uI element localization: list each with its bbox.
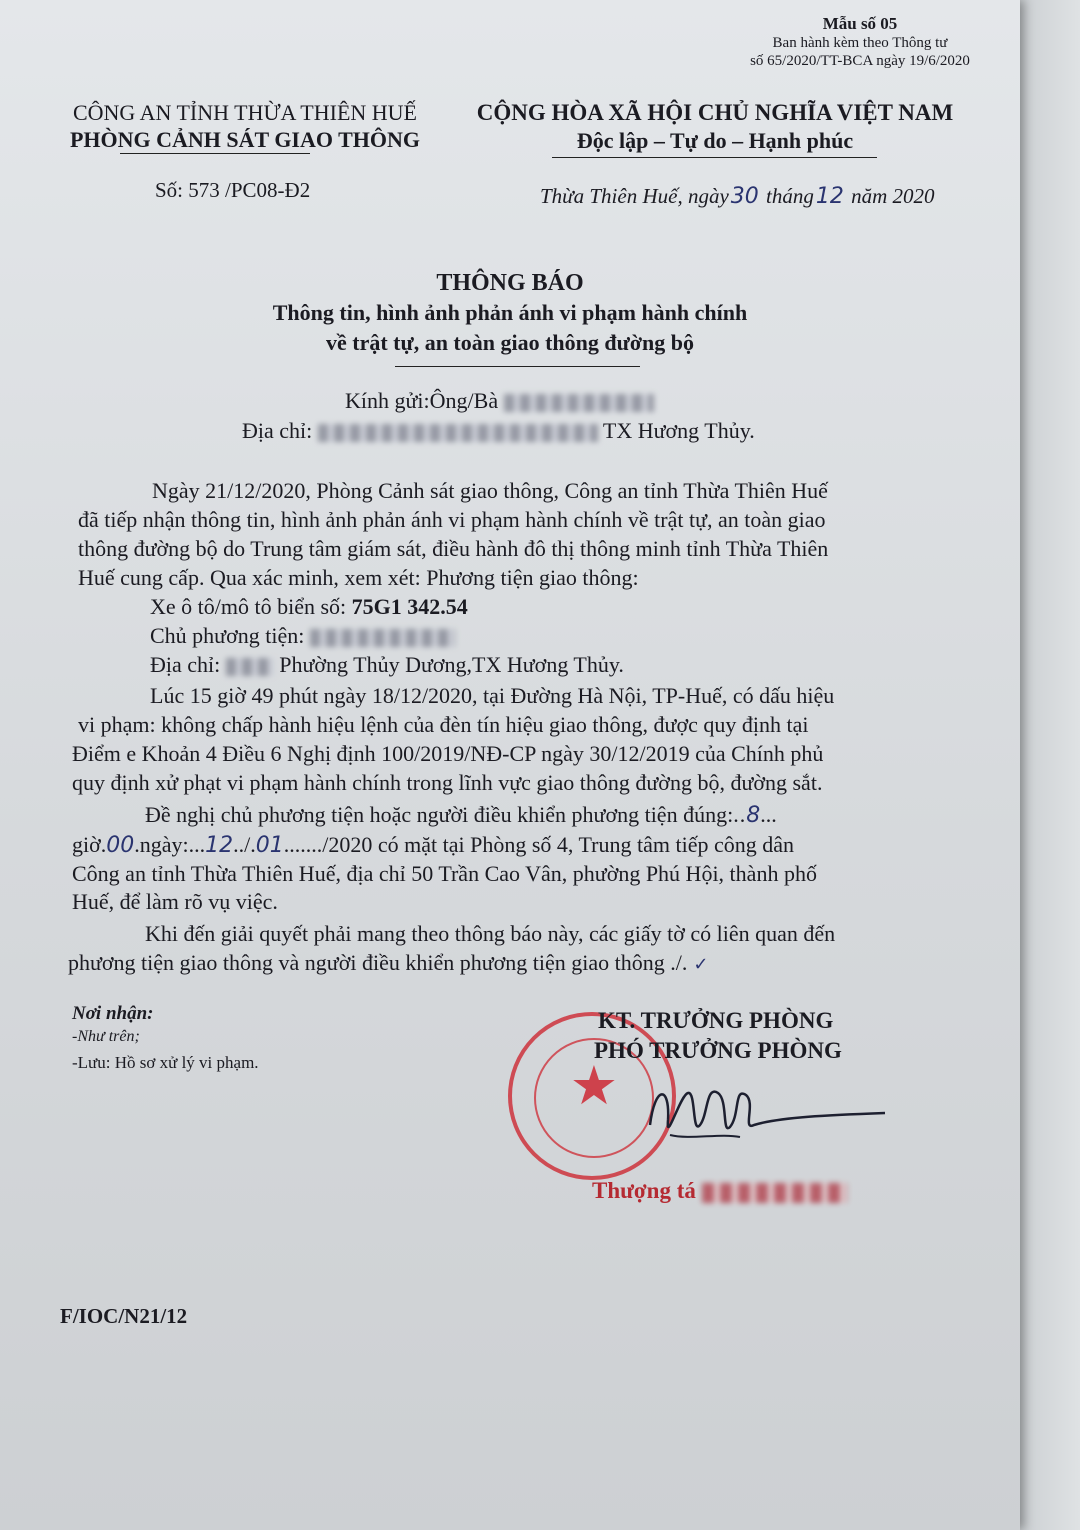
appointment-month: 01 [255, 833, 284, 858]
issuer-line1: CÔNG AN TỈNH THỪA THIÊN HUẾ [72, 100, 417, 125]
recipient-address [242, 418, 755, 444]
recipients-item-2: -Lưu: Hồ sơ xử lý vi phạm. [72, 1053, 259, 1072]
p4-line2-text: phương tiện giao thông và người điều khiển phương tiện giao thông ./. [68, 950, 688, 975]
p2-line3: Điểm e Khoản 4 Điều 6 Nghị định 100/2019/NĐ-CP ngày 30/12/2019 của Chính phủ [72, 741, 824, 766]
p4-line1: Khi đến giải quyết phải mang theo thông báo này, các giấy tờ có liên quan đến [145, 921, 836, 946]
redacted-address [318, 424, 598, 442]
initials-mark: ✓ [693, 954, 709, 975]
issuer-underline [120, 153, 310, 154]
background-edge [1010, 0, 1080, 1530]
issue-day: 30 [730, 184, 759, 209]
issue-date [540, 184, 935, 209]
p2-line1: Lúc 15 giờ 49 phút ngày 18/12/2020, tại Đường Hà Nội, TP-Huế, có dấu hiệu [150, 683, 835, 708]
redacted-signer-name [702, 1183, 847, 1203]
address-label: Địa chỉ: [242, 418, 313, 443]
p4-line2 [68, 948, 708, 979]
recipient-line [345, 388, 654, 414]
p2-line4: quy định xử phạt vi phạm hành chính trong lĩnh vực giao thông đường bộ, đường sắt. [72, 770, 823, 795]
p3-gio: giờ [72, 832, 101, 857]
seal-star-icon: ★ [569, 1056, 619, 1116]
owner-address-end: Phường Thủy Dương,TX Hương Thủy. [279, 652, 624, 677]
p3-line2-rest: /2020 có mặt tại Phòng số 4, Trung tâm tiếp công dân [322, 832, 795, 857]
appointment-day: 12 [205, 833, 234, 858]
p1-line1: Ngày 21/12/2020, Phòng Cảnh sát giao thông, Công an tỉnh Thừa Thiên Huế [152, 478, 828, 503]
license-plate: 75G1 342.54 [351, 594, 468, 619]
p1-line3: thông đường bộ do Trung tâm giám sát, điều hành đô thị thông minh tỉnh Thừa Thiên [78, 536, 829, 561]
national-title: CỘNG HÒA XÃ HỘI CHỦ NGHĨA VIỆT NAM [476, 100, 954, 125]
recipients-label: Nơi nhận: [72, 1003, 154, 1024]
issue-year: năm 2020 [851, 184, 935, 208]
issuer-line2: PHÒNG CẢNH SÁT GIAO THÔNG [69, 127, 420, 152]
signer-title-2: PHÓ TRƯỞNG PHÒNG [594, 1038, 842, 1063]
redacted-owner [310, 629, 455, 647]
p3-line2: giờ.00.ngày:...12../.01......./2020 có mặt tại Phòng số 4, Trung tâm tiếp công dân [72, 832, 795, 858]
issue-month: 12 [815, 184, 844, 209]
signer-title-1: KT. TRƯỞNG PHÒNG [598, 1008, 834, 1033]
issue-place: Thừa Thiên Huế, ngày [540, 184, 729, 208]
signer-rank-line [592, 1178, 847, 1204]
redacted-owner-address [226, 658, 274, 676]
p1-line2: đã tiếp nhận thông tin, hình ảnh phản ánh vi phạm hành chính về trật tự, an toàn giao [78, 507, 826, 532]
recipients-item-1: -Như trên; [72, 1028, 140, 1045]
p3-line4: Huế, để làm rõ vụ việc. [72, 889, 278, 914]
footer-code: F/IOC/N21/12 [60, 1304, 188, 1328]
recipient-label: Kính gửi:Ông/Bà [345, 388, 499, 413]
national-motto: Độc lập – Tự do – Hạnh phúc [576, 128, 854, 153]
vehicle-label: Xe ô tô/mô tô biển số: [150, 594, 352, 619]
p3-ngay: .ngày: [134, 832, 189, 857]
document-subtitle-2: về trật tự, an toàn giao thông đường bộ [325, 330, 694, 355]
vehicle-line [150, 592, 468, 621]
owner-address-line [150, 650, 624, 679]
owner-label: Chủ phương tiện: [150, 623, 305, 648]
form-issued-by: Ban hành kèm theo Thông tư [772, 35, 948, 51]
p1-line4: Huế cung cấp. Qua xác minh, xem xét: Phương tiện giao thông: [78, 565, 639, 590]
address-end: TX Hương Thủy. [602, 418, 755, 443]
title-underline [395, 366, 640, 367]
p3-line1-text: Đề nghị chủ phương tiện hoặc người điều khiển phương tiện đúng: [145, 802, 734, 827]
p2-line2: vi phạm: không chấp hành hiệu lệnh của đèn tín hiệu giao thông, được quy định tại [78, 712, 809, 737]
redacted-name [504, 394, 654, 412]
owner-address-label: Địa chỉ: [150, 652, 221, 677]
appointment-hour: 8 [746, 803, 761, 828]
p3-line3: Công an tỉnh Thừa Thiên Huế, địa chỉ 50 Trần Cao Vân, phường Phú Hội, thành phố [72, 861, 817, 886]
form-circular: số 65/2020/TT-BCA ngày 19/6/2020 [750, 53, 970, 69]
owner-line [150, 621, 455, 650]
issue-thang: tháng [766, 184, 814, 208]
form-number: Mẫu số 05 [822, 14, 898, 33]
motto-underline [552, 157, 877, 158]
document-subtitle-1: Thông tin, hình ảnh phản ánh vi phạm hành chính [272, 300, 748, 325]
signer-rank: Thượng tá [592, 1178, 696, 1203]
p3-line1: Đề nghị chủ phương tiện hoặc người điều khiển phương tiện đúng:..8... [145, 802, 777, 828]
handwritten-signature [630, 1065, 900, 1155]
appointment-minute: 00 [106, 833, 135, 858]
document-title: THÔNG BÁO [436, 270, 584, 296]
document-number: Số: 573 /PC08-Đ2 [155, 178, 311, 202]
